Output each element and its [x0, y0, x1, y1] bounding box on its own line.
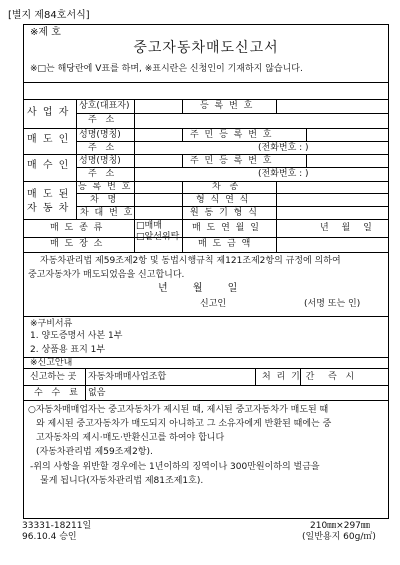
buyer-name-label: 성명(명칭) — [79, 156, 121, 166]
guide-title-divider — [23, 368, 389, 369]
form-title: 중고자동차매도신고서 — [133, 40, 279, 56]
documents-title: ※구비서류 — [30, 319, 73, 329]
guide-fee-divider — [23, 400, 389, 401]
footer-paper-type: (일반용지 60g/㎡) — [302, 532, 376, 542]
documents-item-1: 1. 양도증명서 사본 1부 — [30, 331, 123, 341]
seller-top-divider — [23, 128, 389, 129]
documents-item-2: 2. 상품용 표지 1부 — [30, 345, 106, 355]
sale-option-consign-checkbox[interactable]: □알선위탁 — [136, 232, 180, 242]
footer-approval: 96.10.4 승인 — [22, 532, 77, 542]
declaration-date: 년 월 일 — [158, 283, 238, 294]
frame-top-border — [23, 24, 389, 25]
guide-divider-2 — [255, 368, 256, 385]
business-inner-divider — [76, 113, 389, 114]
guide-where-divider — [23, 385, 389, 386]
declaration-line2: 중고자동차가 매도되었음을 신고합니다. — [28, 270, 185, 280]
buyer-inner-divider — [76, 167, 389, 168]
seller-mid-divider-1 — [182, 128, 183, 142]
sale-place-label: 매 도 장 소 — [50, 239, 104, 249]
vehicle-inner-divider-2 — [76, 206, 389, 207]
seller-name-label: 성명(명칭) — [79, 130, 121, 140]
vehicle-label-line2: 자 동 차 — [27, 203, 70, 214]
label-column-divider — [76, 99, 77, 219]
guide-fee-value: 없음 — [88, 388, 106, 398]
form-number: ※제 호 — [30, 27, 61, 38]
documents-bottom-divider — [23, 357, 389, 358]
business-address-label: 주 소 — [88, 115, 118, 125]
vehicle-mid-divider-1 — [182, 181, 183, 219]
guide-fee-label: 수 수 료 — [34, 388, 81, 398]
declaration-signature: (서명 또는 인) — [304, 299, 361, 309]
buyer-mid-divider-1 — [182, 154, 183, 168]
buyer-id-label: 주 민 등 록 번 호 — [190, 156, 273, 166]
sale-divider-3 — [276, 219, 277, 252]
vehicle-mid-divider-2 — [276, 181, 277, 219]
declaration-bottom-divider — [23, 316, 389, 317]
sale-middle-divider — [23, 237, 389, 238]
form-notice: ※□는 해당란에 V표를 하며, ※표시란은 신청인이 기재하지 않습니다. — [30, 64, 303, 74]
vehicle-vin-label: 차 대 번 호 — [80, 208, 134, 218]
guide-note2-line2: 물게 됩니다(자동차관리법 제81조제1호). — [40, 476, 204, 486]
vehicle-label-line1: 매 도 된 — [27, 189, 70, 200]
buyer-top-divider — [23, 154, 389, 155]
seller-label: 매 도 인 — [27, 134, 70, 145]
seller-id-label: 주 민 등 록 번 호 — [190, 130, 273, 140]
guide-where-label: 신고하는 곳 — [30, 372, 77, 382]
guide-note1-line3: 고자동차의 제시·매도·반환신고를 하여야 합니다 — [36, 433, 225, 443]
footer-code: 33331-18211일 — [22, 521, 92, 531]
guide-period-value: 즉 시 — [328, 372, 358, 382]
seller-inner-divider — [76, 141, 389, 142]
sale-amount-label: 매 도 금 액 — [198, 239, 252, 249]
header-divider — [23, 82, 389, 83]
guide-note2-line1: -위의 사항을 위반할 경우에는 1년이하의 징역이나 300만원이하의 벌금을 — [30, 462, 320, 472]
frame-bottom-border — [23, 518, 389, 519]
buyer-phone-label: (전화번호 : ) — [258, 169, 309, 179]
guide-where-value: 자동차매매사업조합 — [88, 372, 167, 382]
business-divider — [23, 99, 389, 100]
sale-date-value: 년 월 일 — [320, 223, 372, 233]
seller-address-label: 주 소 — [88, 143, 118, 153]
sale-divider-2 — [182, 219, 183, 252]
declaration-applicant: 신고인 — [200, 299, 227, 309]
business-mid-divider-1 — [182, 99, 183, 114]
buyer-address-label: 주 소 — [88, 169, 118, 179]
guide-period-label: 처 리 기 간 — [262, 372, 316, 382]
declaration-line1: 자동차관리법 제59조제2항 및 동법시행규칙 제121조제2항의 규정에 의하여 — [40, 256, 341, 266]
guide-note1-line1: ○자동차매매업자는 중고자동차가 제시된 때, 제시된 중고자동차가 매도된 때 — [28, 405, 329, 415]
annex-label: [별지 제84호서식] — [8, 10, 90, 21]
guide-title: ※신고안내 — [30, 358, 73, 368]
guide-divider-1 — [85, 368, 86, 400]
footer-paper-size: 210㎜×297㎜ — [310, 521, 370, 531]
seller-mid-divider-2 — [306, 128, 307, 142]
sale-option-sale-checkbox[interactable]: □매매 — [136, 221, 162, 231]
sale-bottom-divider — [23, 252, 389, 253]
seller-phone-label: (전화번호 : ) — [258, 143, 309, 153]
sublabel-column-divider — [134, 99, 135, 219]
vehicle-model-year-label: 형 식 연 식 — [196, 195, 250, 205]
vehicle-engine-label: 원 동 기 형 식 — [190, 208, 259, 218]
sale-top-divider — [23, 219, 389, 220]
sale-date-label: 매 도 연 월 일 — [192, 223, 261, 233]
vehicle-name-label: 차 명 — [90, 195, 120, 205]
business-label: 사 업 자 — [27, 107, 70, 118]
business-mid-divider-2 — [276, 99, 277, 114]
business-reg-no-label: 등 록 번 호 — [200, 101, 254, 111]
buyer-mid-divider-2 — [306, 154, 307, 168]
sale-kind-label: 매 도 종 류 — [50, 223, 104, 233]
buyer-label: 매 수 인 — [27, 160, 70, 171]
sale-divider-1 — [134, 219, 135, 252]
vehicle-inner-divider-1 — [76, 193, 389, 194]
business-trade-name-label: 상호(대표자) — [79, 101, 130, 111]
guide-note1-line2: 와 제시된 중고자동차가 매도되지 아니하고 그 소유자에게 반환된 때에는 중 — [36, 419, 332, 429]
guide-note1-line4: (자동차관리법 제59조제2항). — [36, 447, 153, 457]
vehicle-type-label: 차 종 — [212, 182, 242, 192]
vehicle-reg-no-label: 등 록 번 호 — [78, 182, 132, 192]
